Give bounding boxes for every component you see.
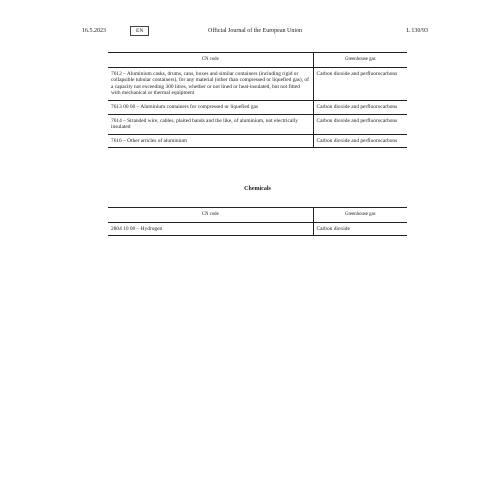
table-header-row bbox=[108, 53, 407, 68]
cn-code-header: CN code bbox=[108, 208, 313, 223]
greenhouse-gas-cell: Carbon dioxide and perfluorocarbons bbox=[313, 134, 407, 148]
table-row bbox=[108, 67, 407, 100]
greenhouse-gas-cell: Carbon dioxide and perfluorocarbons bbox=[313, 67, 407, 100]
section-title: Chemicals bbox=[244, 186, 271, 192]
greenhouse-gas-header: Greenhouse gas bbox=[313, 53, 407, 68]
cn-code-cell: 7614 – Stranded wire, cables, plaited bands and the like, of aluminium, not electrically insulated bbox=[108, 114, 313, 134]
greenhouse-gas-cell: Carbon dioxide and perfluorocarbons bbox=[313, 100, 407, 114]
header-date: 16.5.2023 bbox=[82, 28, 106, 34]
cn-code-cell: 2804 10 00 – Hydrogen bbox=[108, 222, 313, 236]
page-reference: L 130/93 bbox=[406, 28, 428, 34]
aluminium-cn-table bbox=[108, 52, 407, 148]
language-badge: EN bbox=[130, 26, 149, 36]
cn-code-cell: 7612 – Aluminium casks, drums, cans, boxes and similar containers (including rigid or collapsible tubular containers), for any material (other than compressed or liquefied gas), of a capacity not exceeding 300 litres, whether or not lined or heat-insulated, but not fitted with mechanical or thermal equipment bbox=[108, 67, 313, 100]
greenhouse-gas-cell: Carbon dioxide bbox=[313, 222, 407, 236]
cn-code-header: CN code bbox=[108, 53, 313, 68]
chemicals-cn-table bbox=[108, 207, 407, 236]
table-row bbox=[108, 222, 407, 236]
greenhouse-gas-cell: Carbon dioxide and perfluorocarbons bbox=[313, 114, 407, 134]
table-row bbox=[108, 100, 407, 114]
greenhouse-gas-header: Greenhouse gas bbox=[313, 208, 407, 223]
cn-code-cell: 7616 – Other articles of aluminium bbox=[108, 134, 313, 148]
table-row bbox=[108, 134, 407, 148]
cn-code-cell: 7613 00 00 – Aluminium containers for compressed or liquefied gas bbox=[108, 100, 313, 114]
journal-title: Official Journal of the European Union bbox=[207, 28, 303, 34]
table-row bbox=[108, 114, 407, 134]
page-header bbox=[82, 26, 428, 36]
table-header-row bbox=[108, 208, 407, 223]
